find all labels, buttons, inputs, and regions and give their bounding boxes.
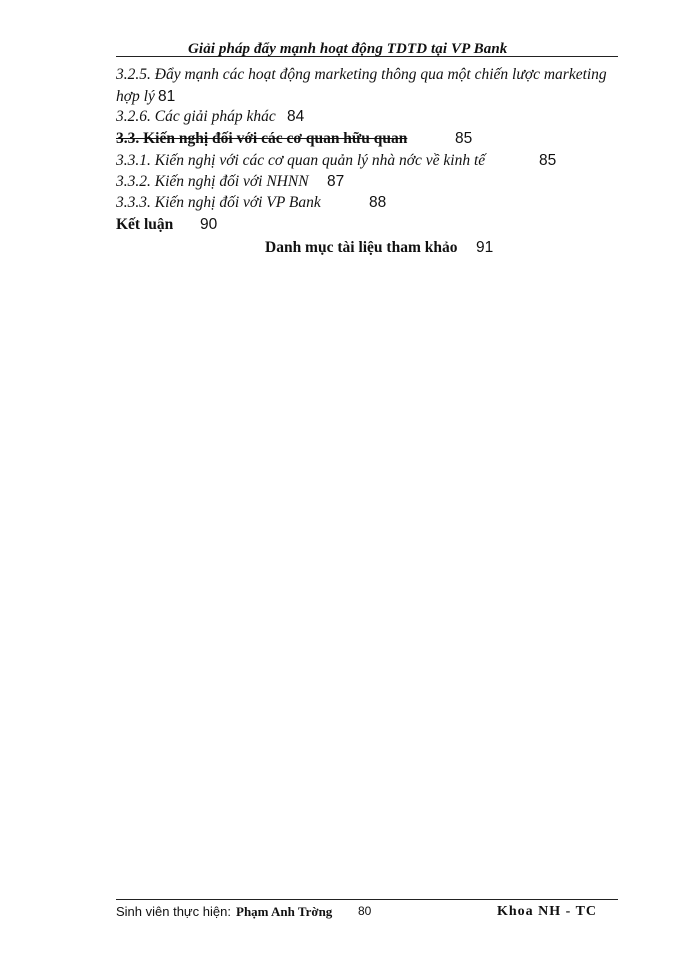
toc-page-3-3-3: 88 — [369, 194, 387, 211]
footer-divider — [116, 899, 618, 900]
toc-page-3-3: 85 — [455, 130, 473, 147]
toc-page-3-2-5: 81 — [158, 88, 176, 105]
toc-page-3-2-6: 84 — [287, 108, 305, 125]
toc-item-references: Danh mục tài liệu tham khảo — [265, 239, 458, 256]
footer-page-number: 80 — [358, 904, 372, 918]
toc-item-3-3: 3.3. Kiến nghị đối với các cơ quan hữu quan — [116, 130, 408, 147]
toc-page-3-3-2: 87 — [327, 173, 345, 190]
toc-item-3-2-6: 3.2.6. Các giải pháp khác — [116, 108, 276, 125]
toc-item-3-3-1: 3.3.1. Kiến nghị với các cơ quan quản lý nhà nớc về kinh tế — [116, 152, 486, 169]
footer-author-name: Phạm Anh Trờng — [236, 904, 333, 919]
header-title: Giải pháp đẩy mạnh hoạt động TDTD tại VP Bank — [188, 41, 508, 57]
toc-item-3-2-5: 3.2.5. Đẩy mạnh các hoạt động marketing thông qua một chiến lược marketing — [116, 66, 607, 83]
toc-page-3-3-1: 85 — [539, 152, 557, 169]
toc-item-3-3-2: 3.3.2. Kiến nghị đối với NHNN — [116, 173, 309, 190]
footer-author-label: Sinh viên thực hiện: — [116, 904, 231, 919]
footer-department: Khoa NH - TC — [497, 904, 598, 919]
page-header — [116, 38, 618, 57]
toc-page-references: 91 — [476, 239, 494, 256]
toc-page-conclusion: 90 — [200, 216, 218, 233]
toc-item-conclusion: Kết luận — [116, 216, 174, 233]
toc-item-3-2-5-cont: hợp lý — [116, 88, 155, 105]
toc-item-3-3-3: 3.3.3. Kiến nghị đối với VP Bank — [116, 194, 321, 211]
